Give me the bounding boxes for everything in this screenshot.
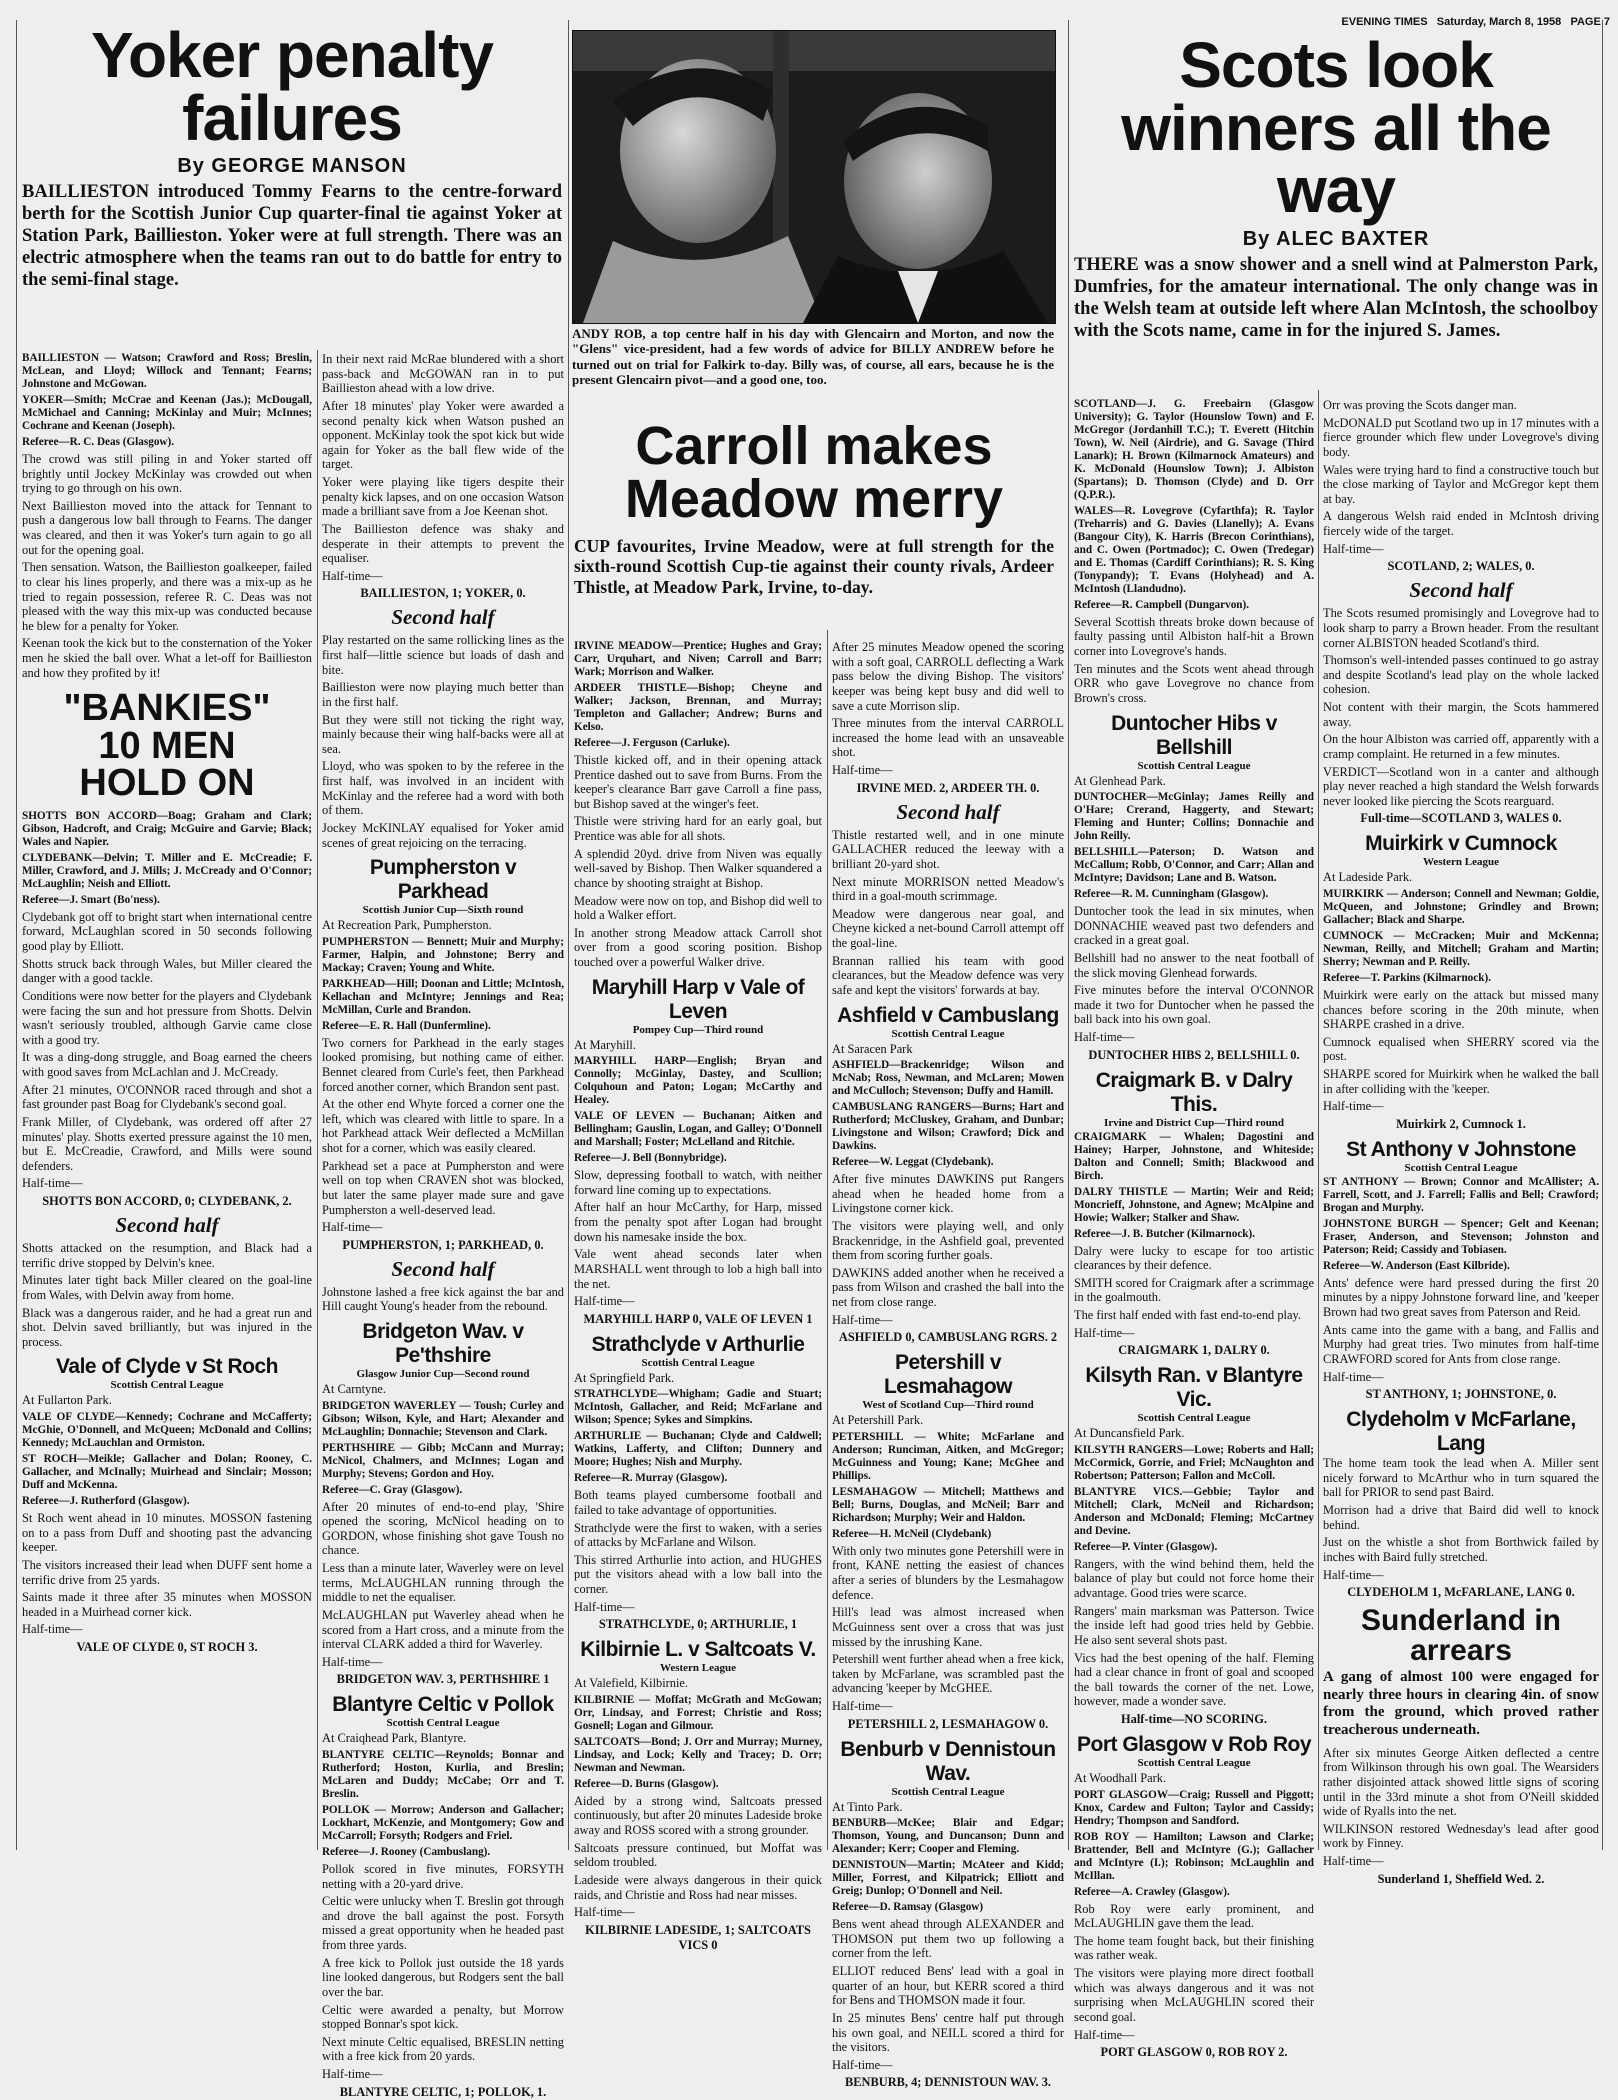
photo-andy-rob-billy-andrew <box>572 30 1056 324</box>
paragraph: Less than a minute later, Waverley were on level terms, McLAUGHLAN running through the middle to net the equaliser. <box>322 1561 564 1605</box>
competition-label: Glasgow Junior Cup—Second round <box>356 1368 530 1381</box>
scots-intro: THERE was a snow shower and a snell wind at Palmerston Park, Dumfries, for the amateur international. The only change was in the Welsh team at outside left where Alan McIntosh, the schoolboy with the Scots name, came in for the injured S. James. <box>1074 255 1598 341</box>
half-time-label: Half-time— <box>22 1176 83 1191</box>
paragraph: But they were still not ticking the right way, mainly because their wing half-backs were all at sea. <box>322 712 564 756</box>
paragraph: The visitors increased their lead when DUFF sent home a terrific drive from 25 yards. <box>22 1557 312 1587</box>
venue: At Tinto Park. <box>832 1799 903 1814</box>
muirkirk-team-1: MUIRKIRK — Anderson; Connell and Newman; Goldie, McQueen, and Johnstone; Grindley and Brown; Gallacher; Black and Sharpe. <box>1323 888 1599 926</box>
masthead <box>1180 16 1610 28</box>
stanthony-team-2: JOHNSTONE BURGH — Spencer; Gelt and Keenan; Fraser, Anderson, and Stevenson; Johnston and Paterson; Reid; Cassidy and Tobiasen. <box>1323 1217 1599 1256</box>
paragraph: SHARPE scored for Muirkirk when he walked the ball in after colliding with the 'keeper. <box>1323 1067 1599 1096</box>
paragraph: Orr was proving the Scots danger man. <box>1323 398 1517 412</box>
paragraph: Muirkirk were early on the attack but missed many chances before scoring in the 20th minute, when SHARPE crashed in a drive. <box>1323 987 1599 1032</box>
vale-referee: Referee—J. Rutherford (Glasgow). <box>22 1495 190 1508</box>
column-rule <box>827 630 828 1850</box>
paragraph: A splendid 20yd. drive from Niven was equally well-saved by Bishop. Then Walker squandered a chance by shooting straight at Bishop. <box>574 846 822 890</box>
paragraph: Meadow were now on top, and Bishop did well to hold a Walker effort. <box>574 893 822 923</box>
paragraph: With only two minutes gone Petershill were in front, KANE netting the easiest of chances after a series of blunders by the Lesmahagow defence. <box>832 1543 1064 1602</box>
paragraph: After five minutes DAWKINS put Rangers ahead when he headed home from a Livingstone corner kick. <box>832 1172 1064 1216</box>
portrait-photo <box>573 31 1055 323</box>
column-rule <box>568 20 569 1850</box>
pumpherston-headline: Pumpherston v Parkhead <box>369 856 517 904</box>
yoker-headline: Yoker penalty failures <box>91 19 493 154</box>
half-time-label: Half-time— <box>322 2067 383 2082</box>
paragraph: A dangerous Welsh raid ended in McIntosh driving fiercely wide of the target. <box>1323 509 1599 538</box>
half-time-score: SCOTLAND, 2; WALES, 0. <box>1387 559 1535 574</box>
paragraph: Black was a dangerous raider, and he had a great run and shot. Delvin saved brilliantly, but was injured in the process. <box>22 1305 312 1349</box>
issue-date: Saturday, March 8, 1958 <box>1436 16 1562 28</box>
paragraph: Morrison had a drive that Baird did well to knock behind. <box>1323 1503 1599 1532</box>
paragraph: Three minutes from the interval CARROLL increased the home lead with an unsaveable shot. <box>832 716 1064 760</box>
carroll-header <box>574 416 1054 604</box>
portglasgow-team-2: ROB ROY — Hamilton; Lawson and Clarke; Brattender, Bell and McIntyre (G.); Gallacher and McIntyre (I.); Robinson; McLaughlin and McIllan. <box>1074 1830 1314 1882</box>
venue: At Springfield Park. <box>574 1370 675 1385</box>
petershill-referee: Referee—H. McNeil (Clydebank) <box>832 1527 992 1540</box>
competition-label: Scottish Central League <box>1404 1161 1518 1174</box>
competition-label: Pompey Cup—Third round <box>632 1023 764 1036</box>
paragraph: Bellshill had no answer to the neat football of the slick moving Glenhead forwards. <box>1074 950 1314 980</box>
competition-label: Irvine and District Cup—Third round <box>1103 1116 1285 1129</box>
competition-label: Scottish Central League <box>891 1027 1005 1040</box>
scots-header <box>1074 29 1598 348</box>
duntocher-team-2: BELLSHILL—Paterson; D. Watson and McCallum; Robb, O'Connor, and Carr; Allan and McIntyre; Davidson; Lane and B. Watson. <box>1074 846 1314 885</box>
half-time-score: PETERSHILL 2, LESMAHAGOW 0. <box>847 1716 1049 1731</box>
half-time-label: Half-time— <box>832 763 893 777</box>
paragraph: Vale went ahead seconds later when MARSHALL went through to lob a high ball into the net. <box>574 1247 822 1291</box>
yoker-referee: Referee—R. C. Deas (Glasgow). <box>22 435 175 448</box>
photo-caption: ANDY ROB, a top centre half in his day with Glencairn and Morton, and now the "Glens" vice-president, had a few words of advice for BILLY ANDREW before he turned out on trial for Falkirk to-day. Billy was, of course, all ears, because he is the present Glencairn pivot—and a good one, too. <box>572 326 1054 387</box>
paragraph: The visitors were playing well, and only Brackenridge, in the Ashfield goal, prevented them from scoring further goals. <box>832 1218 1064 1263</box>
venue: At Ladeside Park. <box>1323 870 1413 885</box>
petershill-team-1: PETERSHILL — White; McFarlane and Anderson; Runciman, Aitken, and McGregor; McGuinness and Young; Kane; McGhee and Phillips. <box>832 1430 1064 1482</box>
vale-team-2: ST ROCH—Meikle; Gallacher and Dolan; Rooney, C. Gallacher, and McInally; Muirhead and Sinclair; Mosson; Duff and McKenna. <box>22 1453 312 1492</box>
strathclyde-team-2: ARTHURLIE — Buchanan; Clyde and Caldwell; Watkins, Lafferty, and Clifton; Dunnery and Moore; Hughes; Nish and Murphy. <box>574 1430 822 1469</box>
stanthony-referee: Referee—W. Anderson (East Kilbride). <box>1323 1259 1510 1272</box>
venue: At Maryhill. <box>574 1037 636 1052</box>
yoker-header <box>22 19 562 298</box>
half-time-score: SHOTTS BON ACCORD, 0; CLYDEBANK, 2. <box>42 1194 292 1209</box>
paragraph: Saltcoats pressure continued, but Moffat was seldom troubled. <box>574 1840 822 1870</box>
paragraph: Rangers' main marksman was Patterson. Twice the inside left had good tries held by Gebbie. He also sent several shots past. <box>1074 1603 1314 1647</box>
column-rule <box>1068 20 1069 1850</box>
column-2 <box>322 352 564 2099</box>
second-half-heading: Second half <box>391 1256 495 1281</box>
venue: At Woodhall Park. <box>1074 1771 1167 1785</box>
paragraph: After 21 minutes, O'CONNOR raced through and shot a fast grounder past Boag for Clydebank's second goal. <box>22 1082 312 1112</box>
pumpherston-referee: Referee—E. R. Hall (Dunfermline). <box>322 1019 491 1032</box>
craigmark-team-2: DALRY THISTLE — Martin; Weir and Reid; Moncrieff, Johnstone, and Agnew; McAlpine and Howie; Walker; Stalker and Shaw. <box>1074 1185 1314 1224</box>
half-time-label: Half-time— <box>1323 1369 1384 1384</box>
half-time-score: BENBURB, 4; DENNISTOUN WAV. 3. <box>845 2075 1051 2090</box>
competition-label: Western League <box>659 1662 737 1675</box>
benburb-referee: Referee—D. Ramsay (Glasgow) <box>832 1901 984 1914</box>
venue: At Craiqhead Park, Blantyre. <box>322 1731 467 1746</box>
blantyre-team-1: BLANTYRE CELTIC—Reynolds; Bonnar and Rutherford; Hoston, Kurlia, and Breslin; McLaren and Duddy; McCabe; Orr and T. Breslin. <box>322 1749 564 1800</box>
ashfield-headline: Ashfield v Cambuslang <box>837 1003 1059 1027</box>
paragraph: Meadow were dangerous near goal, and Cheyne kicked a net-bound Carroll attempt off the goal-line. <box>832 906 1064 950</box>
maryhill-headline: Maryhill Harp v Vale of Leven <box>591 975 805 1023</box>
scots-headline: Scots look winners all the way <box>1121 29 1551 227</box>
muirkirk-referee: Referee—T. Parkins (Kilmarnock). <box>1323 971 1491 984</box>
yoker-team-1: BAILLIESTON — Watson; Crawford and Ross; Breslin, McLean, and Lloyd; Willock and Tennant; Fearns; Johnstone and McGowan. <box>22 352 312 390</box>
maryhill-team-2: VALE OF LEVEN — Buchanan; Aitken and Bellingham; Gauslin, Logan, and Galley; O'Donnell and Marshall; Foster; McLelland and Ritchie. <box>574 1110 822 1149</box>
half-time-score: DUNTOCHER HIBS 2, BELLSHILL 0. <box>1088 1047 1300 1062</box>
blantyre-referee: Referee—J. Rooney (Cambuslang). <box>322 1845 491 1858</box>
half-time-label: Half-time— <box>1074 1325 1135 1340</box>
paragraph: McLAUGHLAN put Waverley ahead when he scored from a Hart cross, and a minute from the interval CLARK added a third for Waverley. <box>322 1607 564 1652</box>
paragraph: The visitors were playing more direct football which was always dangerous and it was not surprising when McLAUGHLIN scored their second goal. <box>1074 1966 1314 2024</box>
paragraph: At the other end Whyte forced a corner one the left, which was cleared with little to spare. In a hot Parkhead attack Weir deflected a McMillan shot for a corner, which was easily cleared. <box>322 1097 564 1156</box>
paragraph: Several Scottish threats broke down because of faulty passing until Albiston half-hit a Brown corner into Lovegrove's hands. <box>1074 614 1314 658</box>
half-time-label: Half-time— <box>832 1312 893 1327</box>
yoker-team-2: YOKER—Smith; McCrae and Keenan (Jas.); McDougall, McMichael and Canning; McKinlay and Muir; McInnes; Cochrane and Keenan (Joseph). <box>22 393 312 432</box>
paragraph: Dalry were lucky to escape for too artistic clearances by their defence. <box>1074 1243 1314 1273</box>
duntocher-team-1: DUNTOCHER—McGinlay; James Reilly and O'Hare; Crerand, Haggerty, and Stewart; Fleming and Hunter; Collins; Donnachie and John Reilly. <box>1074 791 1314 843</box>
paragraph: The Baillieston defence was shaky and desperate in their attempts to prevent the equaliser. <box>322 521 564 566</box>
strathclyde-team-1: STRATHCLYDE—Whigham; Gadie and Stuart; McIntosh, Gallacher, and Reid; McFarlane and Wilson; Spence; Sykes and Simpkins. <box>574 1388 822 1427</box>
half-time-label: Half-time— <box>574 1599 635 1614</box>
half-time-score: Sunderland 1, Sheffield Wed. 2. <box>1377 1871 1545 1886</box>
half-time-label: Half-time— <box>832 1699 893 1713</box>
ashfield-team-2: CAMBUSLANG RANGERS—Burns; Hart and Rutherford; McCluskey, Graham, and Dunbar; Livingstone and Wilson; Crawford; Dick and Dawkins. <box>832 1101 1064 1153</box>
column-rule <box>317 350 318 1850</box>
paragraph: ELLIOT reduced Bens' lead with a goal in quarter of an hour, but KERR scored a third for Bens and THOMSON made it four. <box>832 1964 1064 2008</box>
half-time-label: Half-time— <box>1323 541 1384 556</box>
paragraph: Thistle were striving hard for an early goal, but Prentice was able for all shots. <box>574 814 822 843</box>
muirkirk-team-2: CUMNOCK — McCracken; Muir and McKenna; Newman, Reilly, and Mitchell; Graham and Martin; Sherry; Newman and P. Reilly. <box>1323 929 1599 968</box>
bridgeton-team-1: BRIDGETON WAVERLEY — Toush; Curley and Gibson; Wilson, Kyle, and Hart; Alexander and McLaughlin; Donnachie; Stevenson and Clark. <box>322 1399 564 1438</box>
benburb-team-2: DENNISTOUN—Martin; McAteer and Kidd; Miller, Forrest, and Kilpatrick; Elliott and Greig; Dunlop; O'Donnell and Neil. <box>832 1859 1064 1898</box>
stanthony-team-1: ST ANTHONY — Brown; Connor and McAllister; A. Farrell, Scott, and J. Farrell; Fallis and Bell; Crawford; Brogan and Murphy. <box>1323 1175 1599 1214</box>
portglasgow-headline: Port Glasgow v Rob Roy <box>1076 1733 1312 1756</box>
paragraph: Petershill went further ahead when a free kick, taken by McFarlane, was scrambled past the advancing 'keeper by McGHEE. <box>832 1652 1064 1696</box>
benburb-headline: Benburb v Dennistoun Wav. <box>840 1737 1056 1785</box>
carroll-headline: Carroll makes Meadow merry <box>624 416 1004 529</box>
bridgeton-referee: Referee—C. Gray (Glasgow). <box>322 1483 463 1496</box>
paragraph: Shotts struck back through Wales, but Miller cleared the danger with a good tackle. <box>22 956 312 986</box>
portglasgow-team-1: PORT GLASGOW—Craig; Russell and Piggott; Knox, Cardew and Fulton; Taylor and Cassidy; Hendry; Thompson and Sandford. <box>1074 1788 1314 1827</box>
half-time-score: STRATHCLYDE, 0; ARTHURLIE, 1 <box>598 1617 798 1632</box>
bridgeton-headline: Bridgeton Wav. v Pe'thshire <box>362 1320 524 1368</box>
vale-headline: Vale of Clyde v St Roch <box>56 1355 278 1379</box>
venue: At Petershill Park. <box>832 1413 924 1428</box>
half-time-score: Muirkirk 2, Cumnock 1. <box>1396 1116 1526 1131</box>
duntocher-headline: Duntocher Hibs v Bellshill <box>1111 711 1277 759</box>
half-time-score: IRVINE MED. 2, ARDEER TH. 0. <box>856 780 1040 795</box>
paragraph: Not content with their margin, the Scots hammered away. <box>1323 700 1599 729</box>
scots-team-1: SCOTLAND—J. G. Freebairn (Glasgow University); G. Taylor (Hounslow Town) and F. McGregor (Jordanhill T.C.); T. Everett (Hitchin Town), W. Neil (Airdrie), and G. Savage (Third Lanark); H. Brown (Kilmarnock Amateurs) and K. McDonald (Hounslow Town); J. Albiston (Spartans); D. Thomson (Clyde) and D. Orr (Q.P.R.). <box>1074 398 1314 501</box>
paragraph: It was a ding-dong struggle, and Boag earned the cheers with good saves from McLachlan and J. McCready. <box>22 1050 312 1080</box>
paragraph: Celtic were unlucky when T. Breslin got through and drove the ball against the post. Forsyth missed a great opportunity when he headed past from three yards. <box>322 1894 564 1953</box>
competition-label: Scottish Central League <box>891 1785 1005 1798</box>
yoker-intro: BAILLIESTON introduced Tommy Fearns to the centre-forward berth for the Scottish Junior Cup quarter-final tie against Yoker at Station Park, Baillieston. Yoker were at full strength. There was an electric atmosphere when the teams ran out to do battle for entry to the semi-final stage. <box>22 182 562 290</box>
blantyre-headline: Blantyre Celtic v Pollok <box>332 1693 554 1717</box>
paragraph: After 20 minutes of end-to-end play, 'Shire opened the scoring, McNicol heading on to GORDON, whose finishing shot gave Toush no chance. <box>322 1499 564 1558</box>
paragraph: The crowd was still piling in and Yoker started off brightly until Jockey McKinlay was crowded out when trying to go through on his own. <box>22 451 312 496</box>
paragraph: Duntocher took the lead in six minutes, when DONNACHIE weaved past two defenders and cracked in a great goal. <box>1074 904 1314 948</box>
paragraph: Conditions were now better for the players and Clydebank were facing the sun and hot pressure from Shotts. Delvin wasn't seriously troubled, although Garvie came close with a good try. <box>22 988 312 1047</box>
half-time-label: Half-time— <box>574 1294 635 1309</box>
kilsyth-referee: Referee—P. Vinter (Glasgow). <box>1074 1540 1218 1553</box>
paragraph: Then sensation. Watson, the Baillieston goalkeeper, failed to clear his lines properly, and there was a mix-up as he tried to regain possession, referee R. C. Deas was not pleased with the way this mix-up was conducted because he blew for a penalty for Yoker. <box>22 560 312 633</box>
venue: At Recreation Park, Pumpherston. <box>322 918 492 933</box>
bankies-headline: "BANKIES" 10 MEN HOLD ON <box>63 687 271 804</box>
blantyre-team-2: POLLOK — Morrow; Anderson and Gallacher; Lockhart, McKenzie, and Montgomery; Gow and McCarroll; Forsyth; Rodgers and Friel. <box>322 1803 564 1842</box>
craigmark-headline: Craigmark B. v Dalry This. <box>1095 1068 1293 1116</box>
column-rule <box>1602 20 1603 1850</box>
paragraph: Wales were trying hard to find a constructive touch but the close marking of Taylor and McGregor kept them at bay. <box>1323 462 1599 506</box>
paragraph: After half an hour McCarthy, for Harp, missed from the penalty spot after Logan had brought down his namesake inside the box. <box>574 1200 822 1244</box>
half-time-label: Half-time— <box>1074 2027 1135 2042</box>
paragraph: McDONALD put Scotland two up in 17 minutes with a fierce grounder which flew under Lovegrove's diving body. <box>1323 415 1599 459</box>
kilsyth-headline: Kilsyth Ran. v Blantyre Vic. <box>1085 1364 1303 1412</box>
stanthony-headline: St Anthony v Johnstone <box>1346 1137 1576 1161</box>
half-time-label: Half-time— <box>1323 1854 1384 1869</box>
petershill-team-2: LESMAHAGOW — Mitchell; Matthews and Bell; Burns, Douglas, and McNeil; Barr and Richardson; Murphy; Weir and Haldon. <box>832 1485 1064 1524</box>
paragraph: Minutes later tight back Miller cleared on the goal-line from Wales, with Delvin away from home. <box>22 1273 312 1302</box>
pumpherston-team-1: PUMPHERSTON — Bennett; Muir and Murphy; Farmer, Halpin, and Johnstone; Berry and Mackay; Craven; Young and White. <box>322 935 564 974</box>
paragraph: In 25 minutes Bens' centre half put through his own goal, and NEILL scored a third for the visitors. <box>832 2010 1064 2055</box>
clydeholm-headline: Clydeholm v McFarlane, Lang <box>1346 1408 1576 1456</box>
half-time-score: ASHFIELD 0, CAMBUSLANG RGRS. 2 <box>838 1330 1058 1345</box>
carroll-referee: Referee—J. Ferguson (Carluke). <box>574 736 730 749</box>
second-half-heading: Second half <box>1409 578 1513 603</box>
paragraph: Shotts attacked on the resumption, and Black had a terrific drive stopped by Delvin's knee. <box>22 1241 312 1270</box>
half-time-score: PORT GLASGOW 0, ROB ROY 2. <box>1100 2045 1288 2060</box>
kilsyth-team-1: KILSYTH RANGERS—Lowe; Roberts and Hall; McCormick, Gorrie, and Friel; McNaughton and Robertson; Patterson; Fallon and McColl. <box>1074 1443 1314 1482</box>
half-time-score: Half-time—NO SCORING. <box>1121 1712 1267 1726</box>
competition-label: Scottish Central League <box>1137 1412 1251 1425</box>
carroll-team-1: IRVINE MEADOW—Prentice; Hughes and Gray; Carr, Urquhart, and Niven; Carroll and Barr; Wark; Morrison and Walker. <box>574 640 822 678</box>
paragraph: Strathclyde were the first to waken, with a series of attacks by McFarlane and Wilson. <box>574 1520 822 1550</box>
competition-label: Scottish Central League <box>1137 759 1251 772</box>
half-time-score: MARYHILL HARP 0, VALE OF LEVEN 1 <box>583 1311 813 1326</box>
half-time-label: Half-time— <box>322 568 383 583</box>
half-time-score: PUMPHERSTON, 1; PARKHEAD, 0. <box>342 1237 544 1252</box>
paragraph: Ladeside were always dangerous in their quick raids, and Christie and Ross had near misses. <box>574 1872 822 1902</box>
bridgeton-team-2: PERTHSHIRE — Gibb; McCann and Murray; McNicol, Chalmers, and McInnes; Logan and Murphy; Stevens; Gordon and Hoy. <box>322 1441 564 1480</box>
competition-label: Scottish Central League <box>110 1379 224 1392</box>
yoker-byline: By GEORGE MANSON <box>177 155 407 178</box>
half-time-label: Half-time— <box>322 1654 383 1669</box>
half-time-score: BAILLIESTON, 1; YOKER, 0. <box>360 586 526 601</box>
paragraph: Bens went ahead through ALEXANDER and THOMSON put them two up following a corner from the left. <box>832 1917 1064 1961</box>
second-half-heading: Second half <box>115 1213 219 1238</box>
column-5 <box>1074 398 1314 2060</box>
paragraph: Vics had the best opening of the half. Fleming had a clear chance in front of goal and scooped the ball towards the corner of the net. Lowe, however, made a wonder save. <box>1074 1650 1314 1709</box>
paragraph: Thistle kicked off, and in their opening attack Prentice dashed out to save from Burns. From the keeper's clearance Barr gave Carroll a fine pass, but Bishop saved at the winger's feet. <box>574 752 822 811</box>
paragraph: A free kick to Pollok just outside the 18 yards line looked dangerous, but Rodgers sent the ball over the bar. <box>322 1955 564 1999</box>
column-1 <box>22 352 312 1852</box>
ashfield-team-1: ASHFIELD—Brackenridge; Wilson and McNab; Ross, Newman, and McLaren; Mowen and McCulloch; Stevenson; Duffy and Hamill. <box>832 1059 1064 1098</box>
paragraph: Hill's lead was almost increased when McGuinness sent over a cross that was just missed by the inrushing Kane. <box>832 1605 1064 1649</box>
paragraph: The Scots resumed promisingly and Lovegrove had to look sharp to parry a Brown header. From the resultant corner ALBISTON headed Scotland's third. <box>1323 606 1599 650</box>
sunderland-headline: Sunderland in arrears <box>1360 1604 1561 1667</box>
scots-referee: Referee—R. Campbell (Dungarvon). <box>1074 598 1250 611</box>
paragraph: Both teams played cumbersome football and failed to take advantage of opportunities. <box>574 1488 822 1517</box>
second-half-heading: Second half <box>391 605 495 630</box>
kilbirnie-referee: Referee—D. Burns (Glasgow). <box>574 1777 719 1790</box>
paragraph: Yoker were playing like tigers despite their penalty kick lapses, and on one occasion Watson made a brilliant save from a Joe Keenan shot. <box>322 475 564 519</box>
second-half-heading: Second half <box>896 799 1000 824</box>
half-time-label: Half-time— <box>1074 1030 1135 1044</box>
venue: At Fullarton Park. <box>22 1393 112 1408</box>
paragraph: Johnstone lashed a free kick against the bar and Hill caught Young's header from the rebound. <box>322 1284 564 1314</box>
paragraph: The first half ended with fast end-to-end play. <box>1074 1308 1301 1322</box>
paper-name: EVENING TIMES <box>1341 16 1428 28</box>
kilbirnie-headline: Kilbirnie L. v Saltcoats V. <box>580 1638 816 1662</box>
column-6 <box>1323 398 1599 1886</box>
venue: At Duncansfield Park. <box>1074 1426 1185 1441</box>
kilsyth-team-2: BLANTYRE VICS.—Gebbie; Taylor and Mitchell; Clark, McNeil and Richardson; Anderson and McDonald; Fleming; McCartney and Devine. <box>1074 1485 1314 1537</box>
paragraph: DAWKINS added another when he received a pass from Wilson and crashed the ball into the net from close range. <box>832 1265 1064 1309</box>
paragraph: After 18 minutes' play Yoker were awarded a second penalty kick when Watson pushed an opponent. McKinlay took the spot kick but wide again for Yoker as the ball flew wide of the target. <box>322 398 564 472</box>
page-number: PAGE 7 <box>1570 16 1610 28</box>
paragraph: Ants came into the game with a bang, and Fallis and Murphy had great tries. Two minutes from half-time CRAWFORD scored for Ants from close range. <box>1323 1322 1599 1366</box>
column-3 <box>574 640 822 1952</box>
paragraph: Lloyd, who was spoken to by the referee in the first half, was involved in an incident with McKinlay and the referee had a word with both of them. <box>322 759 564 818</box>
paragraph: This stirred Arthurlie into action, and HUGHES put the visitors ahead with a low ball into the corner. <box>574 1552 822 1597</box>
paragraph: Clydebank got off to bright start when international centre forward, McLaughlan scored in 50 seconds following good play by Elliott. <box>22 909 312 954</box>
paragraph: Aided by a strong wind, Saltcoats pressed continuously, but after 20 minutes Ladeside broke away and ROSS scored with a strong grounder. <box>574 1793 822 1838</box>
paragraph: Parkhead set a pace at Pumpherston and were well on top when CRAVEN shot was blocked, but later the same player made sure and gave Pumpherston a well-deserved lead. <box>322 1158 564 1217</box>
half-time-score: BLANTYRE CELTIC, 1; POLLOK, 1. <box>339 2084 547 2099</box>
paragraph: Ten minutes and the Scots went ahead through ORR who gave Lovegrove no chance from Brown's cross. <box>1074 661 1314 705</box>
paragraph: The home team took the lead when A. Miller sent nicely forward to McArthur who in turn squared the ball for PRIOR to send past Baird. <box>1323 1456 1599 1500</box>
half-time-score: CRAIGMARK 1, DALRY 0. <box>1118 1343 1270 1358</box>
bankies-team-2: CLYDEBANK—Delvin; T. Miller and E. McCreadie; F. Miller, Crawford, and J. Mills; J. McCready and O'Connor; McLaughlin; Neish and Elliott. <box>22 851 312 890</box>
half-time-label: Half-time— <box>1323 1567 1384 1582</box>
paragraph: Frank Miller, of Clydebank, was ordered off after 27 minutes' play. Shotts exerted pressure against the 10 men, but E. McCreadie, Crawford, and Mills were sound defenders. <box>22 1114 312 1173</box>
scots-byline: By ALEC BAXTER <box>1242 228 1430 251</box>
paragraph: Cumnock equalised when SHERRY scored via the post. <box>1323 1034 1599 1064</box>
benburb-team-1: BENBURB—McKee; Blair and Edgar; Thomson, Young, and Duncanson; Dunn and Alexander; Kerr; Cooper and Fleming. <box>832 1817 1064 1856</box>
portglasgow-referee: Referee—A. Crawley (Glasgow). <box>1074 1885 1230 1898</box>
strathclyde-headline: Strathclyde v Arthurlie <box>591 1332 805 1356</box>
column-4 <box>832 640 1064 2090</box>
competition-label: Scottish Central League <box>386 1717 500 1730</box>
paragraph: After 25 minutes Meadow opened the scoring with a soft goal, CARROLL deflecting a Wark pass below the diving Bishop. The visitors' keeper was being kept busy and did well to save a cute Morrison slip. <box>832 640 1064 713</box>
craigmark-team-1: CRAIGMARK — Whalen; Dagostini and Hainey; Harper, Johnstone, and Whiteside; Dalton and Connell; Smith; Blackwood and Birch. <box>1074 1130 1314 1182</box>
paragraph: Next minute Celtic equalised, BRESLIN netting with a free kick from 20 yards. <box>322 2034 564 2064</box>
paragraph: Thomson's well-intended passes continued to go astray and despite Scotland's lead play on the whole lacked cohesion. <box>1323 653 1599 697</box>
half-time-label: Half-time— <box>832 2057 893 2072</box>
paragraph: Brannan rallied his team with good clearances, but the Meadow defence was very safe and kept the visitors' forwards at bay. <box>832 953 1064 997</box>
half-time-score: VALE OF CLYDE 0, ST ROCH 3. <box>76 1640 258 1654</box>
venue: At Carntyne. <box>322 1382 387 1397</box>
venue: At Glenhead Park. <box>1074 773 1166 788</box>
paragraph: In their next raid McRae blundered with a short pass-back and McGOWAN ran in to put Baillieston ahead with a low drive. <box>322 352 564 396</box>
paragraph: Next minute MORRISON netted Meadow's third in a goal-mouth scrimmage. <box>832 874 1064 904</box>
maryhill-team-1: MARYHILL HARP—English; Bryan and Connolly; McGinlay, Dastey, and Scullion; Colquhoun and Paton; Logan; McCarthy and Healey. <box>574 1055 822 1107</box>
paragraph: Thistle restarted well, and in one minute GALLACHER reduced the leeway with a brilliant 20-yard shot. <box>832 827 1064 871</box>
scots-team-2: WALES—R. Lovegrove (Cyfarthfa); R. Taylor (Treharris) and G. Davies (Llanelly); A. Evans (Bangour City), K. Harris (Brecon Corinthians), and C. Owen (Portmadoc); C. Owen (Tredegar) and E. Thomas (Cardiff Corinthians); R. S. King (Tonypandy); T. Evans (Holyhead) and A. McIntosh (Llandudno). <box>1074 504 1314 595</box>
paragraph: SMITH scored for Craigmark after a scrimmage in the goalmouth. <box>1074 1275 1314 1305</box>
paragraph: Five minutes before the interval O'CONNOR made it two for Duntocher when he passed the ball back into his own goal. <box>1074 983 1314 1027</box>
paragraph: Baillieston were now playing much better than in the first half. <box>322 680 564 709</box>
carroll-team-2: ARDEER THISTLE—Bishop; Cheyne and Walker; Jackson, Brennan, and Murray; Templeton and Gallacher; Andrew; Burns and Kelso. <box>574 681 822 733</box>
paragraph: In another strong Meadow attack Carroll shot over from a good scoring position. Bishop touched over a powerful Walker drive. <box>574 925 822 969</box>
half-time-label: Half-time— <box>22 1622 83 1637</box>
half-time-score: ST ANTHONY, 1; JOHNSTONE, 0. <box>1365 1387 1557 1402</box>
venue: At Valefield, Kilbirnie. <box>574 1676 689 1691</box>
paragraph: Slow, depressing football to watch, with neither forward line coming up to expectations. <box>574 1168 822 1197</box>
paragraph: The home team fought back, but their finishing was rather weak. <box>1074 1933 1314 1963</box>
kilbirnie-team-2: SALTCOATS—Bond; J. Orr and Murray; Murney, Lindsay, and Lock; Kelly and Tracey; D. Orr; Newman and Newman. <box>574 1735 822 1774</box>
vale-team-1: VALE OF CLYDE—Kennedy; Cochrane and McCafferty; McGhie, O'Donnell, and McQueen; McDonald and Collins; Kennedy; McLauchlan and Ormiston. <box>22 1411 312 1450</box>
carroll-intro: CUP favourites, Irvine Meadow, were at full strength for the sixth-round Scottish Cup-tie against their county rivals, Ardeer Thistle, at Meadow Park, Irvine, to-day. <box>574 535 1054 598</box>
paragraph: Rangers, with the wind behind them, held the balance of play but could not force home their advantage. Good tries were scarce. <box>1074 1556 1314 1600</box>
half-time-score: CLYDEHOLM 1, McFARLANE, LANG 0. <box>1347 1585 1575 1600</box>
half-time-score: KILBIRNIE LADESIDE, 1; SALTCOATS VICS 0 <box>585 1922 811 1952</box>
half-time-score: BRIDGETON WAV. 3, PERTHSHIRE 1 <box>336 1672 550 1687</box>
paragraph: Keenan took the kick but to the consternation of the Yoker men he skied the ball over. What a let-off for Baillieston and how they profited by it! <box>22 636 312 680</box>
ashfield-referee: Referee—W. Leggat (Clydebank). <box>832 1156 994 1169</box>
paragraph: Play restarted on the same rollicking lines as the first half—little science but loads of dash and bite. <box>322 633 564 677</box>
paragraph: Pollok scored in five minutes, FORSYTH netting with a 20-yard drive. <box>322 1861 564 1891</box>
half-time-label: Half-time— <box>322 1220 383 1235</box>
sunderland-intro: A gang of almost 100 were engaged for nearly three hours in clearing 4in. of snow from the ground, which proved rather treacherous underneath. <box>1323 1668 1599 1738</box>
column-rule <box>16 20 17 1850</box>
paragraph: Saints made it three after 35 minutes when MOSSON headed in a Muirhead corner kick. <box>22 1590 312 1619</box>
craigmark-referee: Referee—J. B. Butcher (Kilmarnock). <box>1074 1227 1256 1240</box>
paragraph: St Roch went ahead in 10 minutes. MOSSON fastening on to a pass from Duff and shooting past the advancing keeper. <box>22 1511 312 1555</box>
competition-label: Western League <box>1422 856 1500 869</box>
paragraph: Just on the whistle a shot from Borthwick failed by inches with Baird fully stretched. <box>1323 1535 1599 1564</box>
paragraph: Two corners for Parkhead in the early stages looked promising, but nothing came of either. Bennet cleared from Curle's feet, then Parkhead forced another corner, which Brandon sent past. <box>322 1035 564 1094</box>
pumpherston-team-2: PARKHEAD—Hill; Doonan and Little; McIntosh, Kellachan and McIntyre; Jennings and Rea; McMillan, Curle and Brandon. <box>322 977 564 1016</box>
competition-label: West of Scotland Cup—Third round <box>862 1399 1034 1412</box>
bankies-referee: Referee—J. Smart (Bo'ness). <box>22 893 160 906</box>
bankies-team-1: SHOTTS BON ACCORD—Boag; Graham and Clark; Gibson, Hadcroft, and Craig; McGuire and Garvie; Black; Wales and Napier. <box>22 809 312 848</box>
duntocher-referee: Referee—R. M. Cunningham (Glasgow). <box>1074 888 1269 901</box>
competition-label: Scottish Central League <box>641 1356 755 1369</box>
paragraph: Ants' defence were hard pressed during the first 20 minutes by a nippy Johnstone forward line, and 'keeper Brown had two great saves from Paterson and Reid. <box>1323 1275 1599 1320</box>
strathclyde-referee: Referee—R. Murray (Glasgow). <box>574 1472 728 1485</box>
kilbirnie-team-1: KILBIRNIE — Moffat; McGrath and McGowan; Orr, Lindsay, and Forrest; Christie and Ross; Gosnell; Logan and Gilmour. <box>574 1693 822 1732</box>
paragraph: Celtic were awarded a penalty, but Morrow stopped Bonnar's spot kick. <box>322 2002 564 2032</box>
paragraph: After six minutes George Aitken deflected a centre from Wilkinson through his own goal. The Wearsiders rather disjointed attack showed little signs of scoring until in the 33rd minute a shot from O'Neill skidded wide of Ryalls into the net. <box>1323 1745 1599 1819</box>
paragraph: On the hour Albiston was carried off, apparently with a cramp complaint. He returned in a few minutes. <box>1323 732 1599 761</box>
column-rule <box>1318 390 1319 1850</box>
half-time-label: Half-time— <box>574 1905 635 1920</box>
paragraph: Next Baillieston moved into the attack for Tennant to push a dangerous low ball through to Fearns. The danger was cleared, and then it was Yoker's turn again to go all out for the opening goal. <box>22 498 312 557</box>
maryhill-referee: Referee—J. Bell (Bonnybridge). <box>574 1152 727 1165</box>
half-time-label: Half-time— <box>1323 1099 1384 1114</box>
paragraph: VERDICT—Scotland won in a canter and although play never reached a high standard the Welsh forwards never looked like piercing the Scots rearguard. <box>1323 764 1599 808</box>
petershill-headline: Petershill v Lesmahagow <box>883 1351 1013 1399</box>
competition-label: Scottish Central League <box>1137 1757 1251 1769</box>
paragraph: Rob Roy were early prominent, and McLAUGHLIN gave them the lead. <box>1074 1901 1314 1931</box>
muirkirk-headline: Muirkirk v Cumnock <box>1365 832 1557 856</box>
paragraph: Jockey McKINLAY equalised for Yoker amid scenes of great rejoicing on the terracing. <box>322 820 564 850</box>
full-time-score: Full-time—SCOTLAND 3, WALES 0. <box>1360 811 1562 826</box>
venue: At Saracen Park <box>832 1041 913 1056</box>
paragraph: WILKINSON restored Wednesday's lead after good work by Finney. <box>1323 1821 1599 1851</box>
competition-label: Scottish Junior Cup—Sixth round <box>362 904 524 917</box>
